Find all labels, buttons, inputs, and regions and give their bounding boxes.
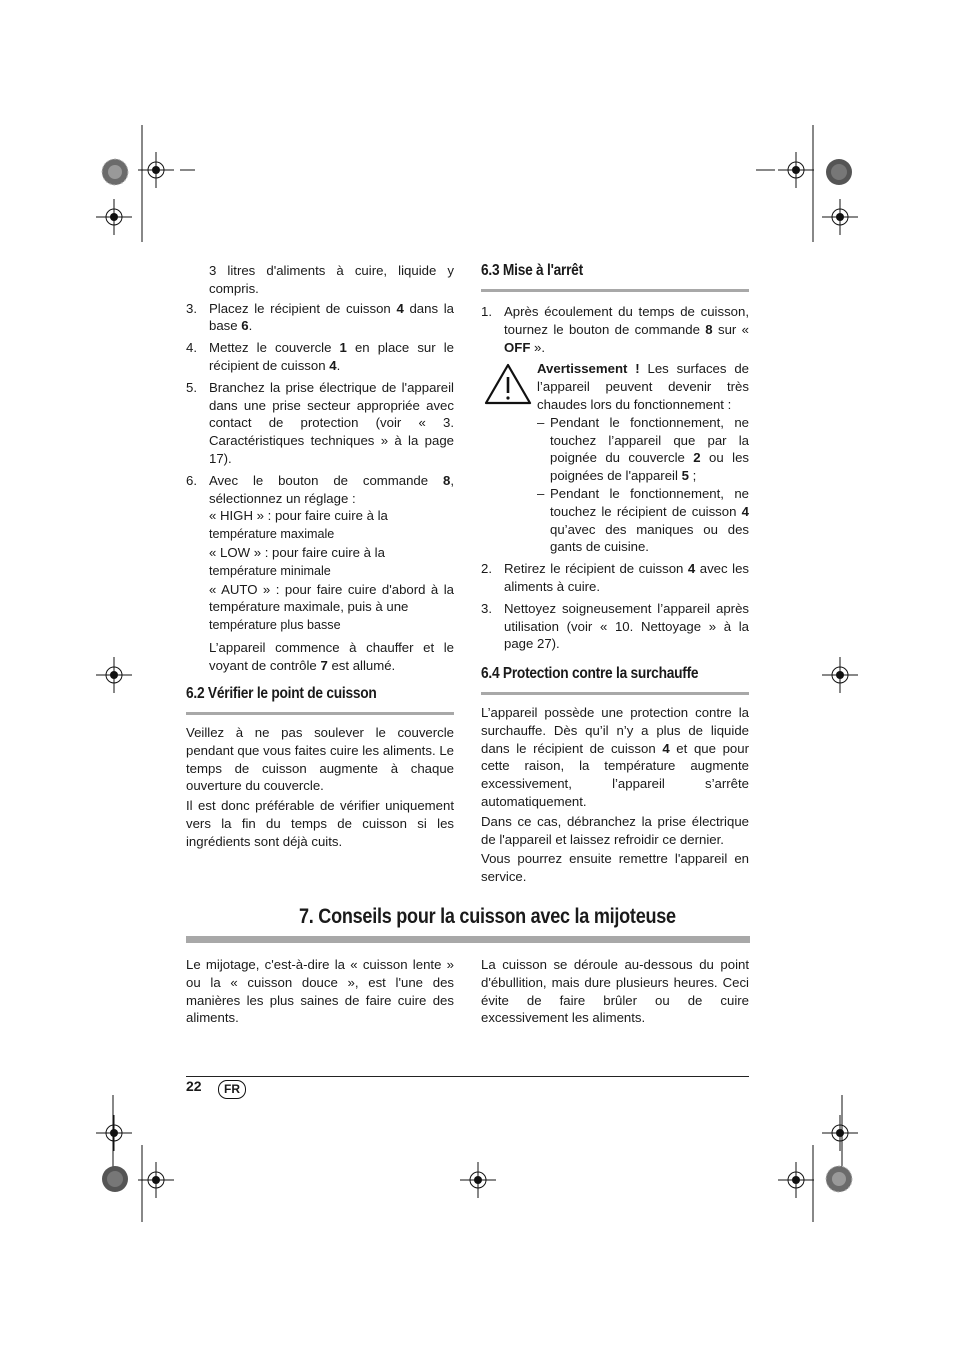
section-6-3-title: 6.3 Mise à l'arrêt (481, 262, 583, 279)
page-number: 22 (186, 1078, 202, 1094)
step-2: 2. Retirez le récipient de cuisson 4 avec les aliments à cuire. (481, 561, 749, 594)
step-3: 3. Nettoyez soigneusement l’appareil après utilisation (voir « 10. Nettoyage » à la page 27). (481, 600, 749, 652)
step-3: 3. Placez le récipient de cuisson 4 dans la base 6. (186, 300, 454, 334)
registration-mark-icon (460, 1162, 496, 1203)
section-6-2-title: 6.2 Vérifier le point de cuisson (186, 685, 377, 702)
left-column (186, 262, 454, 677)
registration-mark-icon (96, 199, 132, 240)
section-7-divider (186, 936, 750, 943)
after-settings-text: L’appareil commence à chauffer et le voyant de contrôle 7 est allumé. (209, 639, 454, 673)
registration-mark-icon (822, 657, 858, 698)
registration-mark-icon (96, 657, 132, 698)
continued-text: 3 litres d'aliments à cuire, liquide y compris. (209, 263, 454, 296)
setting-high: « HIGH » : pour faire cuire à la température maximale (209, 508, 388, 542)
section-divider (481, 692, 749, 695)
section-7-paragraph: Le mijotage, c'est-à-dire la « cuisson lente » ou la « cuisson douce », est l'une des manières les plus saines de faire cuire des aliments. (186, 957, 454, 1026)
section-6-4-title: 6.4 Protection contre la surchauffe (481, 665, 699, 682)
section-6-2-body (186, 724, 454, 853)
step-1: 1. Après écoulement du temps de cuisson, tournez le bouton de commande 8 sur « OFF ». (481, 304, 749, 355)
section-6-4-paragraph: Vous pourrez ensuite remettre l'appareil en service. (481, 851, 749, 885)
section-6-4-paragraph: Dans ce cas, débranchez la prise électrique de l'appareil et laissez refroidir ce dernier. (481, 813, 749, 847)
color-wheel-icon (101, 158, 129, 191)
section-7-left (186, 956, 454, 1029)
warning-block (481, 360, 749, 556)
section-6-3-body (481, 303, 749, 657)
step-4: 4. Mettez le couvercle 1 en place sur le récipient de cuisson 4. (186, 340, 454, 373)
registration-mark-icon (778, 1162, 814, 1203)
language-badge: FR (218, 1080, 246, 1099)
warning-item: – Pendant le fonctionnement, ne touchez le récipient de cuisson 4 qu’avec des maniques ou des gants de cuisine. (537, 485, 749, 555)
color-wheel-icon (825, 158, 853, 191)
section-6-2-paragraph: Veillez à ne pas soulever le couvercle pendant que vous faites cuire les aliments. Le temps de cuisson augmente à chaque ouverture du couvercle. (186, 725, 454, 794)
step-6: 6. Avec le bouton de commande 8, sélectionnez un réglage : « HIGH » : pour faire cuire à la température maximale « LOW » : pour faire cuire à la température minimale « AUTO » : pour faire cuire d'abord à la température maximale, puis à une température plus basse (186, 472, 454, 635)
warning-text: Avertissement ! Les surfaces de l’appareil peuvent devenir très chaudes lors du fonctionnement : (537, 361, 749, 412)
section-6-4-paragraph: L’appareil possède une protection contre la surchauffe. Dès qu’il n’y a plus de liquide dans le récipient de cuisson 4 et que pour cette raison, la température augmente excessivement, l’appareil s’arrête automatiquement. (481, 705, 749, 809)
setting-auto: « AUTO » : pour faire cuire d'abord à la température maximale, puis à une température plus basse (209, 581, 454, 633)
warning-triangle-icon (483, 362, 533, 406)
warning-item: – Pendant le fonctionnement, ne touchez l’appareil que par la poignée du couvercle 2 ou les poignées de l'appareil 5 ; (537, 414, 749, 484)
section-6-4-body (481, 704, 749, 888)
registration-mark-icon (138, 1162, 174, 1203)
section-divider (481, 289, 749, 292)
section-7-paragraph: La cuisson se déroule au-dessous du point d'ébullition, mais dure plusieurs heures. Ceci évite de faire brûler ou de cuire excessivement les aliments. (481, 957, 749, 1026)
registration-mark-icon (822, 199, 858, 240)
section-7-title: 7. Conseils pour la cuisson avec la mijoteuse (299, 905, 676, 928)
registration-mark-icon (778, 152, 814, 193)
section-6-2-paragraph: Il est donc préférable de vérifier uniquement vers la fin du temps de cuisson si les ingrédients sont déjà cuits. (186, 798, 454, 849)
step-5: 5. Branchez la prise électrique de l'appareil dans une prise secteur appropriée avec contact de protection (voir « 3. Caractéristiques techniques » à la page 17). (186, 379, 454, 466)
registration-mark-icon (138, 152, 174, 193)
footer-rule (186, 1076, 749, 1077)
color-wheel-icon (825, 1165, 853, 1198)
setting-low: « LOW » : pour faire cuire à la température minimale (209, 544, 385, 578)
registration-mark-icon (96, 1115, 132, 1156)
section-7-right (481, 956, 749, 1029)
color-wheel-icon (101, 1165, 129, 1198)
registration-mark-icon (822, 1115, 858, 1156)
section-divider (186, 712, 454, 715)
